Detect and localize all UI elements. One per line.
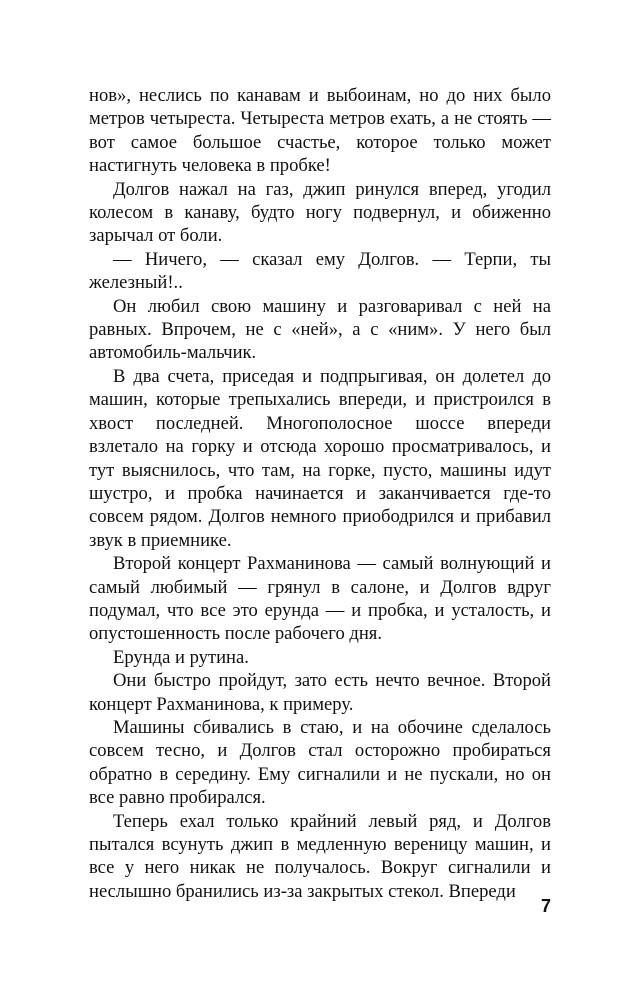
- paragraph: Второй концерт Рахманинова — самый волнующий и самый любимый — грянул в салоне, и Долгов вдруг подумал, что все это ерунда — и пробка, и усталость, и опустошенность после рабочего дня.: [89, 553, 551, 645]
- paragraph: В два счета, приседая и подпрыгивая, он долетел до машин, которые трепыхались впереди, и пристроился в хвост последней. Многополосное шоссе впереди взлетало на горку и отсюда хорошо просматривалось, и тут выяснилось, что там, на горке, пусто, машины идут шустро, и пробка начинается и заканчивается где-то совсем рядом. Долгов немного приободрился и прибавил звук в приемнике.: [89, 365, 551, 551]
- body-text: [89, 84, 551, 903]
- paragraph: Долгов нажал на газ, джип ринулся вперед, угодил колесом в канаву, будто ногу подвернул, и обиженно зарычал от боли.: [89, 178, 551, 247]
- paragraph: нов», неслись по канавам и выбоинам, но до них было метров четыреста. Четыреста метров ехать, а не стоять — вот самое большое счастье, которое только может настигнуть человека в пробке!: [89, 85, 551, 177]
- paragraph: Он любил свою машину и разговаривал с ней на равных. Впрочем, не с «ней», а с «ним». У него был автомобиль-мальчик.: [89, 295, 551, 364]
- paragraph: Ерунда и рутина.: [113, 646, 249, 668]
- paragraph: Машины сбивались в стаю, и на обочине сделалось совсем тесно, и Долгов стал осторожно пробираться обратно в середину. Ему сигналили и не пускали, но он все равно пробирался.: [89, 716, 551, 809]
- page-number: 7: [540, 896, 551, 916]
- paragraph: — Ничего, — сказал ему Долгов. — Терпи, ты железный!..: [89, 248, 551, 294]
- paragraph: Они быстро пройдут, зато есть нечто вечное. Второй концерт Рахманинова, к примеру.: [89, 670, 551, 715]
- paragraph: Теперь ехал только крайний левый ряд, и Долгов пытался всунуть джип в медленную вереницу машин, и все у него никак не получалось. Вокруг сигналили и неслышно бранились из-за закрытых стекол. Впереди: [89, 810, 551, 902]
